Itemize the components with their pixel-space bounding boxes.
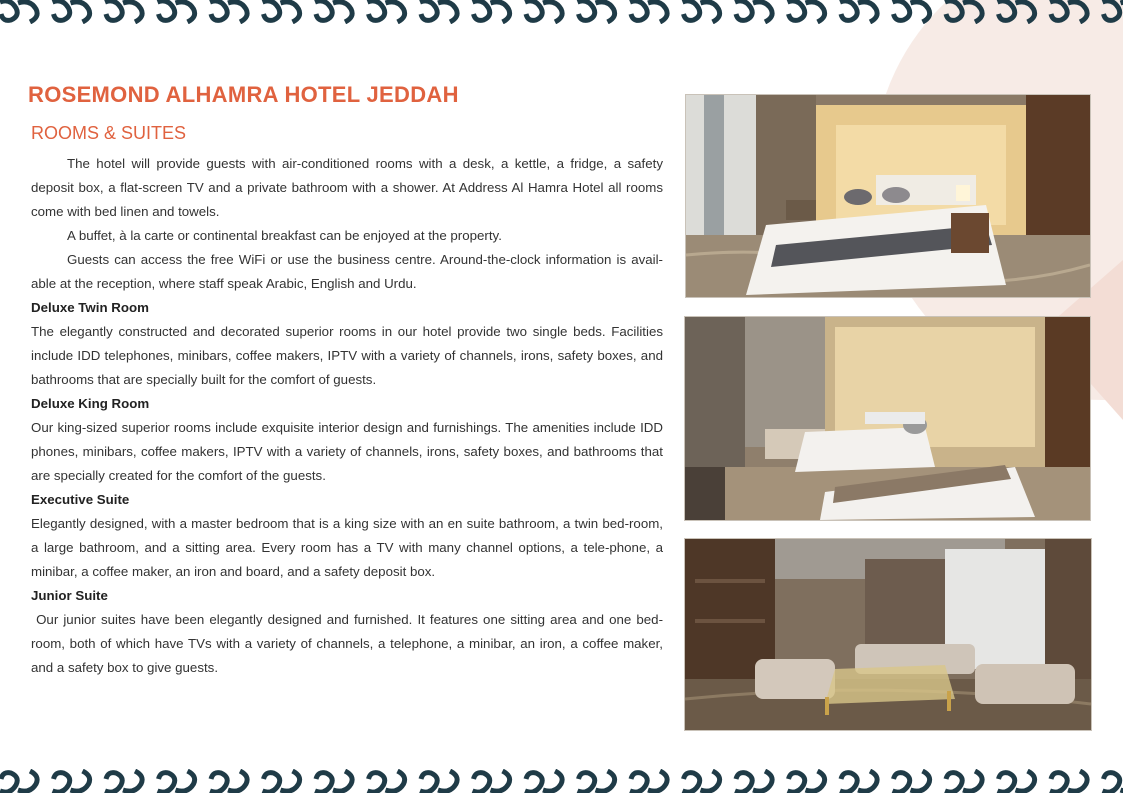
intro-paragraph: The hotel will provide guests with air-conditioned rooms with a desk, a kettle, a fridge, a safety deposit box, a flat-screen TV and a private bathroom with a shower. At Address Al Hamra Hotel all rooms come with bed linen and towels. [31, 156, 663, 219]
twin-room-photo [684, 316, 1091, 521]
hotel-title: ROSEMOND ALHAMRA HOTEL JEDDAH [28, 82, 459, 107]
suite-living-room-photo [684, 538, 1092, 731]
room-description-deluxe-king: Our king-sized superior rooms include exquisite interior design and furnishings. The amenities include IDD phones, minibars, coffee makers, IPTV with a variety of channels, irons, safety boxes, and bathrooms that are specially created for the comfort of the guests. [31, 420, 663, 483]
rooms-content [31, 152, 667, 680]
room-description-junior-suite: Our junior suites have been elegantly designed and furnished. It features one sitting area and one bed-room, both of which have TVs with a variety of channels, a telephone, a minibar, an iron, a coffee maker, and a safety box to give guests. [31, 612, 667, 675]
room-description-deluxe-twin: The elegantly constructed and decorated superior rooms in our hotel provide two single beds. Facilities include IDD telephones, minibars, coffee makers, IPTV with a variety of channels, irons, safety boxes, and bathrooms that are specially built for the comfort of guests. [31, 324, 663, 387]
room-heading-deluxe-king: Deluxe King Room [31, 396, 150, 411]
king-room-photo [685, 94, 1091, 298]
intro-paragraph: A buffet, à la carte or continental breakfast can be enjoyed at the property. [67, 228, 502, 243]
pattern-border-top [0, 0, 1123, 24]
room-heading-executive-suite: Executive Suite [31, 492, 130, 507]
room-heading-deluxe-twin: Deluxe Twin Room [31, 300, 149, 315]
intro-paragraph: Guests can access the free WiFi or use the business centre. Around-the-clock information is avail-able at the reception, where staff speak Arabic, English and Urdu. [31, 252, 663, 291]
pattern-border-bottom [0, 769, 1123, 793]
room-heading-junior-suite: Junior Suite [31, 588, 108, 603]
room-description-executive-suite: Elegantly designed, with a master bedroom that is a king size with an en suite bathroom, a twin bed-room, a large bathroom, and a sitting area. Every room has a TV with many channel options, a tele-phone, a minibar, a coffee maker, an iron and board, and a safety deposit box. [31, 516, 663, 579]
section-title: ROOMS & SUITES [31, 123, 187, 143]
